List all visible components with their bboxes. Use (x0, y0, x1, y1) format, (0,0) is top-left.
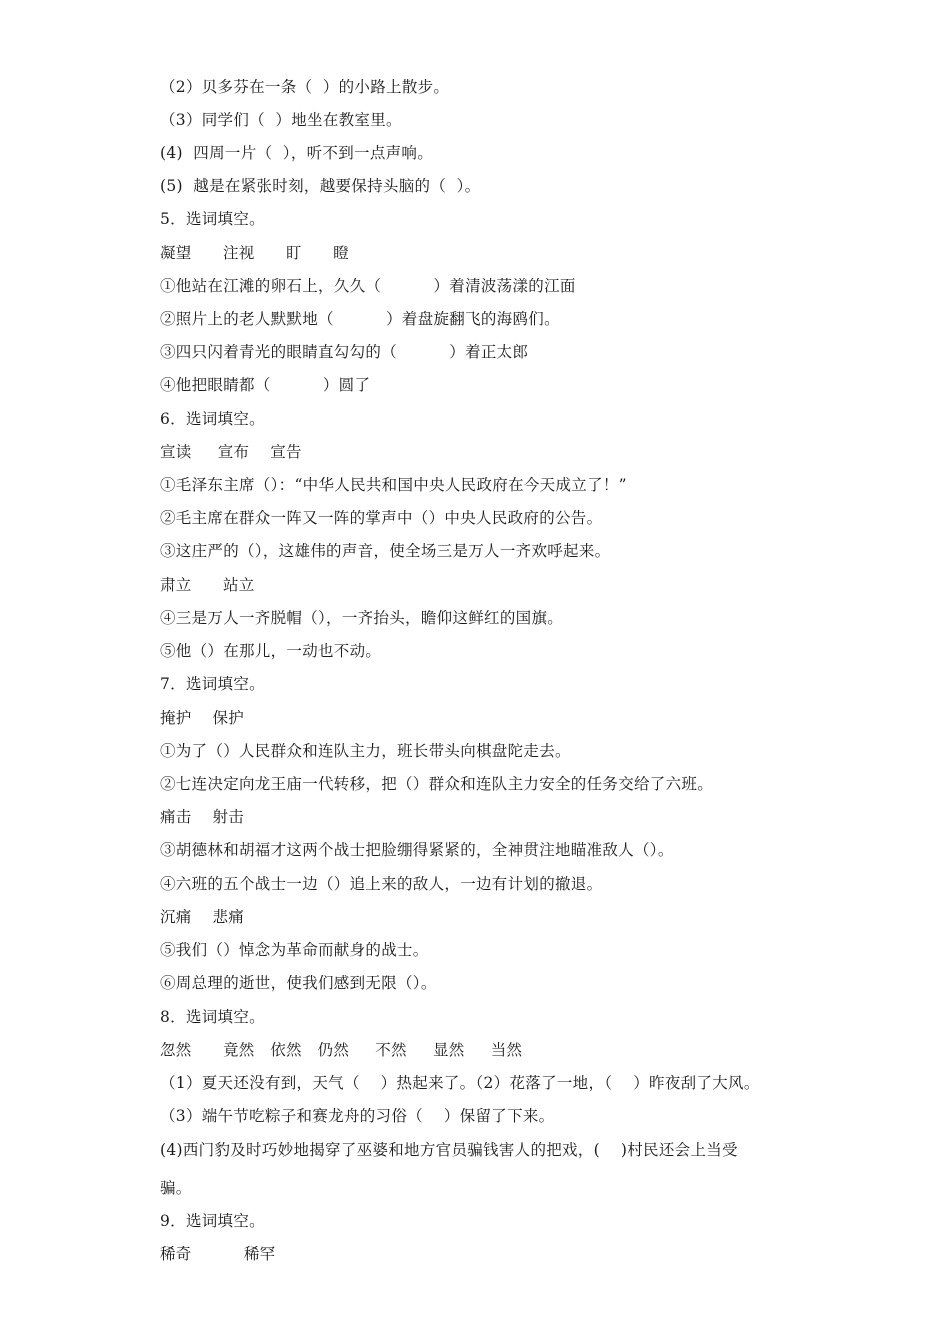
q4-item-2: （2）贝多芬在一条（ ）的小路上散步。 (160, 78, 450, 96)
q6-item-3: ③这庄严的（），这雄伟的声音，使全场三是万人一齐欢呼起来。 (160, 542, 611, 560)
q6-item-4: ④三是万人一齐脱帽（），一齐抬头，瞻仰这鲜红的国旗。 (160, 609, 564, 627)
q6-item-1: ①毛泽东主席（）：“中华人民共和国中央人民政府在今天成立了！” (160, 476, 627, 494)
q8-word-bank: 忽然 竟然 依然 仍然 不然 显然 当然 (160, 1041, 523, 1059)
q4-item-5: (5) 越是在紧张时刻，越要保持头脑的（ ）。 (160, 177, 481, 195)
q7-item-3: ③胡德林和胡福才这两个战士把脸绷得紧紧的，全神贯注地瞄准敌人（）。 (160, 841, 674, 859)
q8-item-1-2: （1）夏天还没有到，天气（ ）热起来了。（2）花落了一地，（ ）昨夜刮了大风。 (160, 1074, 760, 1092)
q5-heading: 5．选词填空。 (160, 210, 265, 228)
q6-heading: 6．选词填空。 (160, 410, 265, 428)
q5-item-4: ④他把眼睛都（ ）圆了 (160, 376, 371, 394)
q8-item-4-cont: 骗。 (160, 1179, 192, 1197)
q8-heading: 8．选词填空。 (160, 1008, 265, 1026)
q6-item-2: ②毛主席在群众一阵又一阵的掌声中（）中央人民政府的公告。 (160, 509, 603, 527)
q7-item-1: ①为了（）人民群众和连队主力，班长带头向棋盘陀走去。 (160, 742, 571, 760)
q5-item-3: ③四只闪着青光的眼睛直勾勾的（ ）着正太郎 (160, 343, 529, 361)
q5-item-1: ①他站在江滩的卵石上，久久（ ）着清波荡漾的江面 (160, 277, 576, 295)
q7-heading: 7．选词填空。 (160, 675, 265, 693)
q9-heading: 9．选词填空。 (160, 1212, 265, 1230)
q7-item-4: ④六班的五个战士一边（）追上来的敌人，一边有计划的撤退。 (160, 875, 603, 893)
q6-word-bank-1: 宣读 宣布 宣告 (160, 443, 302, 461)
q7-item-2: ②七连决定向龙王庙一代转移，把（）群众和连队主力安全的任务交给了六班。 (160, 775, 714, 793)
q7-item-6: ⑥周总理的逝世，使我们感到无限（）。 (160, 974, 437, 992)
q6-word-bank-2: 肃立 站立 (160, 576, 255, 594)
q6-item-5: ⑤他（）在那儿，一动也不动。 (160, 642, 382, 660)
q8-item-4: (4)西门豹及时巧妙地揭穿了巫婆和地方官员骗钱害人的把戏，( )村民还会上当受 (160, 1141, 738, 1159)
q9-word-bank: 稀奇 稀罕 (160, 1245, 276, 1263)
q4-item-3: （3）同学们（ ）地坐在教室里。 (160, 111, 402, 129)
q5-item-2: ②照片上的老人默默地（ ）着盘旋翻飞的海鸥们。 (160, 310, 560, 328)
q7-item-5: ⑤我们（）悼念为革命而献身的战士。 (160, 941, 429, 959)
q8-item-3: （3）端午节吃粽子和赛龙舟的习俗（ ）保留了下来。 (160, 1107, 555, 1125)
q5-word-bank: 凝望 注视 盯 瞪 (160, 244, 349, 262)
q4-item-4: (4) 四周一片（ ），听不到一点声响。 (160, 144, 434, 162)
q7-word-bank-2: 痛击 射击 (160, 808, 245, 826)
q7-word-bank-3: 沉痛 悲痛 (160, 908, 245, 926)
q7-word-bank-1: 掩护 保护 (160, 709, 245, 727)
